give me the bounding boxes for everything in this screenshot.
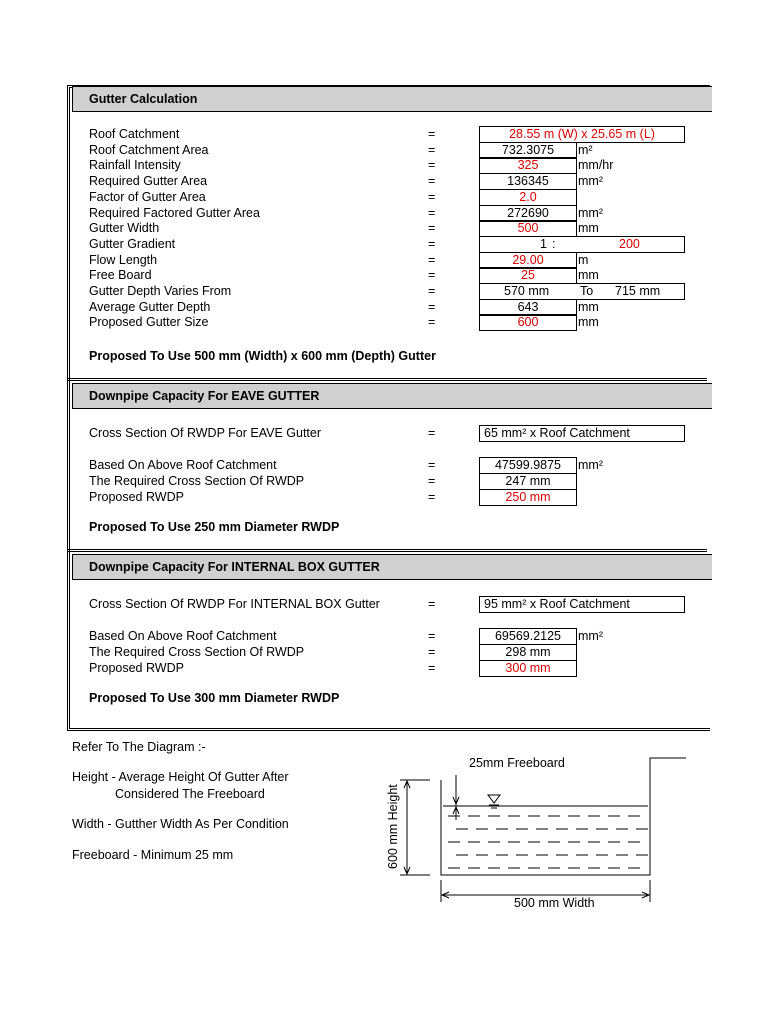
- gutter-conclusion: Proposed To Use 500 mm (Width) x 600 mm (Depth) Gutter: [89, 349, 436, 363]
- gutter-row-eq: =: [428, 189, 436, 204]
- eave-row-eq: =: [428, 458, 436, 472]
- gutter-row-value: 600: [479, 314, 577, 331]
- gutter-row-unit: mm: [578, 268, 599, 283]
- gradient-right-value: 200: [619, 236, 640, 251]
- internal-conclusion: Proposed To Use 300 mm Diameter RWDP: [89, 691, 340, 705]
- eave-row-value: 250 mm: [479, 489, 577, 506]
- gutter-row-eq: =: [428, 205, 436, 220]
- gutter-row-label: Gutter Gradient: [89, 236, 176, 251]
- gutter-row-eq: =: [428, 268, 436, 283]
- gutter-row-eq: =: [428, 252, 436, 267]
- section-header-internal: Downpipe Capacity For INTERNAL BOX GUTTER: [72, 554, 712, 580]
- internal-row-unit: mm²: [578, 629, 603, 643]
- internal-row-value: 69569.2125: [479, 628, 577, 645]
- gutter-row-label: Gutter Depth Varies From: [89, 284, 232, 298]
- note-height-2: Considered The Freeboard: [115, 787, 265, 801]
- gutter-row-label: Roof Catchment: [89, 127, 180, 141]
- section-header-gutter: Gutter Calculation: [72, 86, 712, 112]
- internal-row-eq: =: [428, 629, 436, 643]
- eave-row-value: 47599.9875: [479, 457, 577, 474]
- gutter-row-eq: =: [428, 299, 436, 314]
- gutter-row-eq: =: [428, 315, 436, 330]
- gutter-row-label: Required Factored Gutter Area: [89, 205, 260, 220]
- depth-to-word: To: [580, 284, 594, 298]
- diagram-freeboard-label: 25mm Freeboard: [469, 756, 565, 770]
- gradient-separator: :: [552, 236, 556, 251]
- gutter-row-unit: mm: [578, 299, 599, 314]
- gutter-row-unit: mm²: [578, 205, 603, 220]
- internal-row-label: Based On Above Roof Catchment: [89, 629, 277, 643]
- internal-row-eq: =: [428, 645, 436, 659]
- gutter-row-unit: mm: [578, 315, 599, 330]
- gutter-row-eq: =: [428, 158, 436, 173]
- gutter-row-eq: =: [428, 142, 436, 157]
- eave-row-label: The Required Cross Section Of RWDP: [89, 474, 305, 488]
- gutter-row-value: 25: [479, 267, 577, 284]
- eave-cross-label: Cross Section Of RWDP For EAVE Gutter: [89, 426, 322, 440]
- eave-cross-eq: =: [428, 426, 436, 440]
- gradient-left-value: 1: [540, 236, 547, 251]
- note-freeboard: Freeboard - Minimum 25 mm: [72, 848, 234, 862]
- gutter-row-label: Required Gutter Area: [89, 174, 208, 189]
- eave-row-eq: =: [428, 474, 436, 488]
- eave-row-label: Proposed RWDP: [89, 490, 184, 504]
- gutter-row-eq: =: [428, 221, 436, 236]
- diagram-height-label: 600 mm Height: [386, 784, 400, 869]
- gutter-row-unit: m: [578, 252, 589, 267]
- gutter-row-label: Rainfall Intensity: [89, 158, 181, 173]
- gutter-row-label: Average Gutter Depth: [89, 299, 211, 314]
- gutter-row-label: Gutter Width: [89, 221, 160, 236]
- gutter-row-eq: =: [428, 284, 436, 298]
- internal-cross-eq: =: [428, 597, 436, 611]
- gutter-row-label: Roof Catchment Area: [89, 142, 209, 157]
- note-height-1: Height - Average Height Of Gutter After: [72, 770, 289, 784]
- gutter-row-label: Proposed Gutter Size: [89, 315, 209, 330]
- internal-cross-value: 95 mm² x Roof Catchment: [479, 596, 685, 613]
- water-level-symbol: [488, 795, 500, 803]
- diagram-width-label: 500 mm Width: [514, 896, 595, 910]
- gutter-row-label: Flow Length: [89, 252, 158, 267]
- gutter-row-value: 29.00: [479, 252, 577, 269]
- eave-cross-value: 65 mm² x Roof Catchment: [479, 425, 685, 442]
- internal-row-label: The Required Cross Section Of RWDP: [89, 645, 305, 659]
- gutter-row-label: Free Board: [89, 268, 152, 283]
- internal-cross-label: Cross Section Of RWDP For INTERNAL BOX Gutter: [89, 597, 380, 611]
- internal-row-value: 298 mm: [479, 644, 577, 661]
- internal-row-value: 300 mm: [479, 660, 577, 677]
- eave-row-value: 247 mm: [479, 473, 577, 490]
- gutter-row-value: 325: [479, 157, 577, 174]
- eave-conclusion: Proposed To Use 250 mm Diameter RWDP: [89, 520, 340, 534]
- gutter-row-value: 28.55 m (W) x 25.65 m (L): [479, 126, 685, 143]
- eave-row-unit: mm²: [578, 458, 603, 472]
- depth-to-value: 715 mm: [615, 284, 661, 298]
- gutter-row-unit: mm²: [578, 174, 603, 189]
- gutter-row-value: 2.0: [479, 189, 577, 206]
- eave-row-eq: =: [428, 490, 436, 504]
- internal-row-eq: =: [428, 661, 436, 675]
- gutter-row-value: 136345: [479, 173, 577, 190]
- gutter-row-eq: =: [428, 174, 436, 189]
- gutter-row-eq: =: [428, 236, 436, 251]
- gutter-row-value: 272690: [479, 205, 577, 222]
- note-refer: Refer To The Diagram :-: [72, 740, 206, 754]
- gutter-row-unit: m²: [578, 142, 593, 157]
- depth-from-value: 570 mm: [504, 284, 550, 298]
- gutter-row-unit: mm: [578, 221, 599, 236]
- gutter-row-value: 500: [479, 220, 577, 237]
- note-width: Width - Gutther Width As Per Condition: [72, 817, 289, 831]
- gutter-row-unit: mm/hr: [578, 158, 614, 173]
- gutter-row-label: Factor of Gutter Area: [89, 189, 206, 204]
- gutter-row-value: 643: [479, 299, 577, 316]
- eave-row-label: Based On Above Roof Catchment: [89, 458, 277, 472]
- gutter-row-value: 732.3075: [479, 142, 577, 159]
- gutter-row-eq: =: [428, 127, 436, 141]
- internal-row-label: Proposed RWDP: [89, 661, 184, 675]
- section-header-eave: Downpipe Capacity For EAVE GUTTER: [72, 383, 712, 409]
